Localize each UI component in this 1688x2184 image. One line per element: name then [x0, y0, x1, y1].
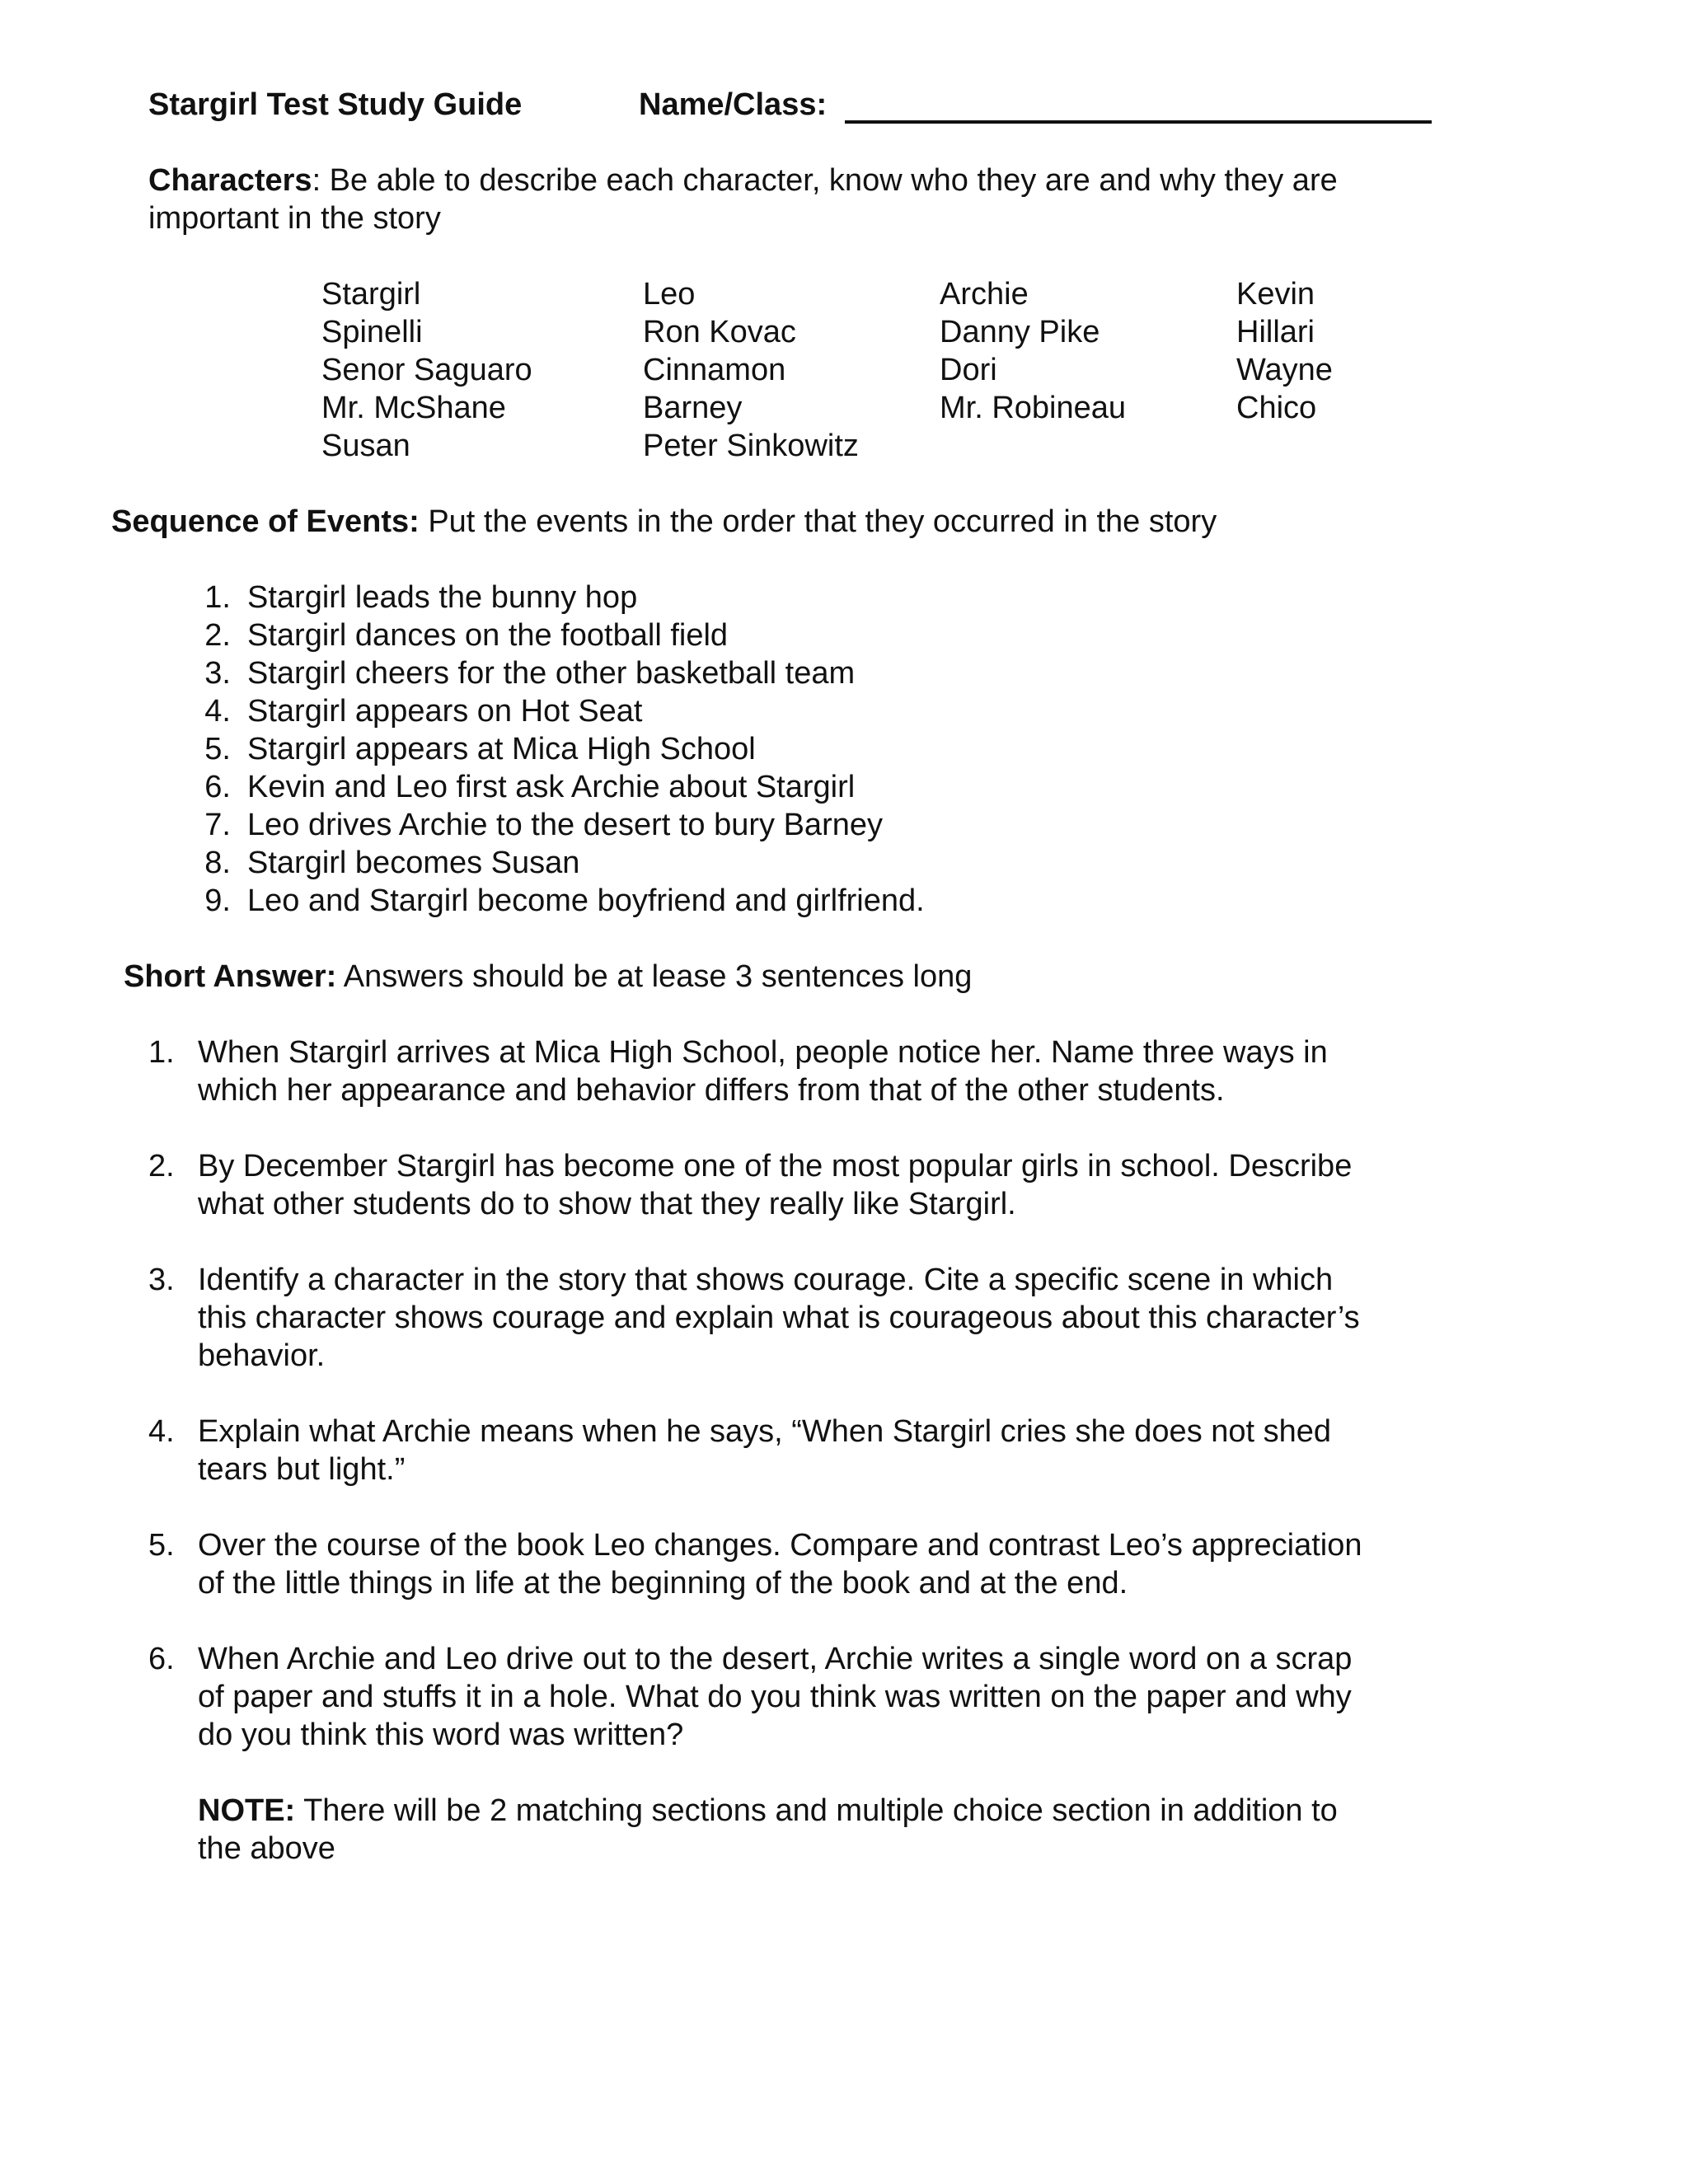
sequence-number: 8. [204, 846, 231, 880]
sequence-heading: Sequence of Events: [111, 504, 420, 539]
short-answer-question [148, 1147, 1451, 1223]
sequence-item [190, 579, 925, 616]
question-number: 2. [148, 1149, 175, 1183]
note-text: There will be 2 matching sections and multiple choice section in addition to [295, 1793, 1338, 1828]
sequence-number: 2. [204, 618, 231, 653]
sequence-item [190, 654, 925, 692]
sequence-item [190, 692, 925, 730]
question-line: behavior. [198, 1338, 326, 1373]
character-name: Leo [643, 277, 696, 312]
name-class-blank-line[interactable] [845, 120, 1432, 124]
sequence-number: 1. [204, 580, 231, 615]
character-name: Wayne [1236, 353, 1333, 387]
short-answer-question [148, 1526, 1451, 1602]
character-name: Cinnamon [643, 353, 786, 387]
sequence-text: Leo and Stargirl become boyfriend and girlfriend. [247, 883, 925, 918]
character-name: Susan [321, 429, 410, 463]
short-answer-question [148, 1640, 1451, 1754]
sequence-instructions [111, 503, 1217, 541]
sequence-list [190, 579, 925, 920]
question-line: of paper and stuffs it in a hole. What do you think was written on the paper and why [198, 1680, 1352, 1714]
character-name: Dori [940, 353, 997, 387]
question-number: 3. [148, 1263, 175, 1297]
question-line: By December Stargirl has become one of the most popular girls in school. Describe [198, 1149, 1353, 1183]
question-line: this character shows courage and explain what is courageous about this character’s [198, 1301, 1360, 1335]
sequence-text: Stargirl cheers for the other basketball team [247, 656, 856, 691]
characters-instructions [148, 162, 1434, 237]
character-name: Spinelli [321, 315, 423, 349]
sequence-text: Stargirl dances on the football field [247, 618, 729, 653]
character-name: Peter Sinkowitz [643, 429, 859, 463]
short-answer-question [148, 1413, 1451, 1488]
short-answer-question [148, 1033, 1451, 1109]
characters-column-1 [321, 275, 532, 465]
sequence-item [190, 616, 925, 654]
question-number: 4. [148, 1414, 175, 1449]
character-name: Ron Kovac [643, 315, 796, 349]
sequence-item [190, 882, 925, 920]
question-line: tears but light.” [198, 1452, 406, 1487]
question-line: do you think this word was written? [198, 1718, 684, 1752]
sequence-text: Stargirl becomes Susan [247, 846, 580, 880]
question-line: Over the course of the book Leo changes. Compare and contrast Leo’s appreciation [198, 1528, 1362, 1563]
sequence-number: 3. [204, 656, 231, 691]
question-line: Explain what Archie means when he says, “When Stargirl cries she does not shed [198, 1414, 1332, 1449]
question-number: 1. [148, 1035, 175, 1070]
note-text: the above [198, 1831, 335, 1866]
name-class-label: Name/Class: [639, 87, 828, 122]
character-name: Archie [940, 277, 1029, 312]
sequence-number: 7. [204, 808, 231, 842]
sequence-number: 6. [204, 770, 231, 804]
question-line: what other students do to show that they really like Stargirl. [198, 1187, 1016, 1221]
short-answer-instructions-text: Answers should be at lease 3 sentences long [336, 959, 973, 994]
note-label: NOTE: [198, 1793, 296, 1828]
sequence-number: 4. [204, 694, 231, 729]
sequence-item [190, 844, 925, 882]
characters-instructions-text: : Be able to describe each character, know who they are and why they are important in the story [148, 163, 1338, 236]
sequence-item [190, 730, 925, 768]
sequence-text: Stargirl leads the bunny hop [247, 580, 638, 615]
short-answer-question [148, 1261, 1451, 1375]
short-answer-list [148, 1033, 1451, 1754]
characters-column-3 [940, 275, 1126, 427]
sequence-instructions-text: Put the events in the order that they occurred in the story [419, 504, 1217, 539]
question-line: which her appearance and behavior differs from that of the other students. [198, 1073, 1225, 1108]
character-name: Stargirl [321, 277, 421, 312]
character-name: Danny Pike [940, 315, 1100, 349]
question-line: of the little things in life at the beginning of the book and at the end. [198, 1566, 1128, 1601]
character-name: Mr. Robineau [940, 391, 1127, 425]
characters-column-4 [1236, 275, 1333, 427]
characters-column-2 [643, 275, 859, 465]
character-name: Barney [643, 391, 743, 425]
question-line: When Archie and Leo drive out to the desert, Archie writes a single word on a scrap [198, 1642, 1353, 1676]
sequence-item [190, 768, 925, 806]
note-block [198, 1792, 1451, 1868]
character-name: Kevin [1236, 277, 1315, 312]
characters-heading: Characters [148, 163, 312, 198]
document-title: Stargirl Test Study Guide [148, 87, 523, 122]
sequence-text: Leo drives Archie to the desert to bury Barney [247, 808, 883, 842]
character-name: Senor Saguaro [321, 353, 532, 387]
short-answer-instructions [124, 958, 972, 996]
character-name: Hillari [1236, 315, 1315, 349]
character-name: Chico [1236, 391, 1317, 425]
sequence-text: Stargirl appears on Hot Seat [247, 694, 643, 729]
character-name: Mr. McShane [321, 391, 506, 425]
sequence-text: Kevin and Leo first ask Archie about Stargirl [247, 770, 856, 804]
sequence-number: 5. [204, 732, 231, 766]
question-line: Identify a character in the story that shows courage. Cite a specific scene in which [198, 1263, 1334, 1297]
sequence-number: 9. [204, 883, 231, 918]
question-number: 6. [148, 1642, 175, 1676]
question-number: 5. [148, 1528, 175, 1563]
sequence-text: Stargirl appears at Mica High School [247, 732, 756, 766]
question-line: When Stargirl arrives at Mica High School, people notice her. Name three ways in [198, 1035, 1328, 1070]
short-answer-heading: Short Answer: [124, 959, 337, 994]
sequence-item [190, 806, 925, 844]
